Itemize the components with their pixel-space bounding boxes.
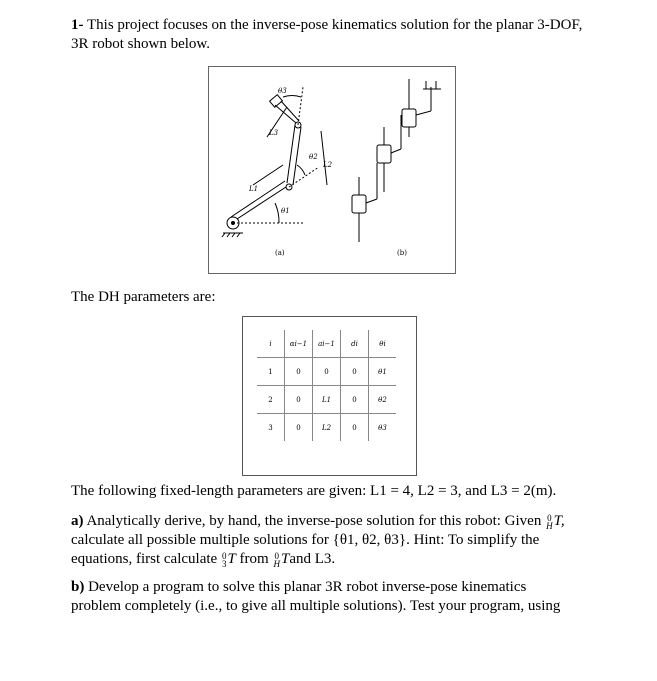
part-a-line3c: and L3.: [289, 551, 336, 567]
transform-0-H-2: 0 H: [273, 550, 280, 569]
table-cell: L2: [313, 414, 341, 442]
header-theta: θi: [369, 330, 397, 358]
transform-0-3: 0 3: [221, 550, 227, 569]
problem-statement: [71, 16, 591, 54]
part-a: [71, 512, 611, 569]
figure-label-b: (b): [397, 249, 407, 257]
part-a-label: a): [71, 513, 84, 529]
table-cell: 0: [341, 414, 369, 442]
robot-figure: [208, 66, 456, 274]
part-a-line3b: from: [239, 551, 269, 567]
robot-diagram: [209, 67, 455, 273]
header-d: di: [341, 330, 369, 358]
header-alpha: αi−1: [285, 330, 313, 358]
table-header-row: [257, 330, 396, 358]
dh-intro: The DH parameters are:: [71, 289, 216, 305]
table-cell: 0: [285, 386, 313, 414]
part-b: [71, 578, 611, 616]
table-cell: θ1: [369, 358, 397, 386]
L2-label: L2: [323, 161, 333, 169]
table-cell: θ3: [369, 414, 397, 442]
theta2-label: θ2: [309, 153, 318, 161]
table-cell: 0: [341, 358, 369, 386]
table-row: [257, 358, 396, 386]
table-cell: θ2: [369, 386, 397, 414]
transform-T1: T,: [553, 513, 565, 529]
L3-label: L3: [269, 129, 279, 137]
transform-T2: T: [227, 551, 236, 567]
table-cell: 0: [341, 386, 369, 414]
problem-text: This project focuses on the inverse-pose kinematics solution for the planar 3-DOF, 3R robot shown below.: [71, 17, 583, 52]
part-b-line1: Develop a program to solve this planar 3R robot inverse-pose kinematics: [88, 579, 527, 595]
header-i: i: [257, 330, 285, 358]
given-parameters: The following fixed-length parameters are given: L1 = 4, L2 = 3, and L3 = 2(m).: [71, 483, 557, 499]
part-b-label: b): [71, 579, 85, 595]
part-b-line2: problem completely (i.e., to give all multiple solutions). Test your program, using: [71, 598, 561, 614]
L1-label: L1: [249, 185, 259, 193]
transform-T3: T: [280, 551, 290, 567]
header-a: ai−1: [313, 330, 341, 358]
table-cell: L1: [313, 386, 341, 414]
transform-0-H: 0 H: [546, 512, 553, 531]
figure-label-a: (a): [275, 249, 285, 257]
part-a-text1: Analytically derive, by hand, the inverse-pose solution for this robot: Given: [86, 513, 542, 529]
theta1-label: θ1: [281, 207, 290, 215]
table-cell: 1: [257, 358, 285, 386]
table-row: [257, 386, 396, 414]
part-a-line2: calculate all possible multiple solutions for {θ1, θ2, θ3}. Hint: To simplify the: [71, 532, 540, 548]
table-cell: 0: [285, 358, 313, 386]
dh-parameter-table: [242, 316, 417, 476]
problem-number: 1-: [71, 17, 84, 33]
table-cell: 0: [285, 414, 313, 442]
table-cell: 0: [313, 358, 341, 386]
part-a-line3a: equations, first calculate: [71, 551, 218, 567]
table-cell: 3: [257, 414, 285, 442]
table-cell: 2: [257, 386, 285, 414]
table-row: [257, 414, 396, 442]
theta3-label: θ3: [278, 87, 287, 95]
